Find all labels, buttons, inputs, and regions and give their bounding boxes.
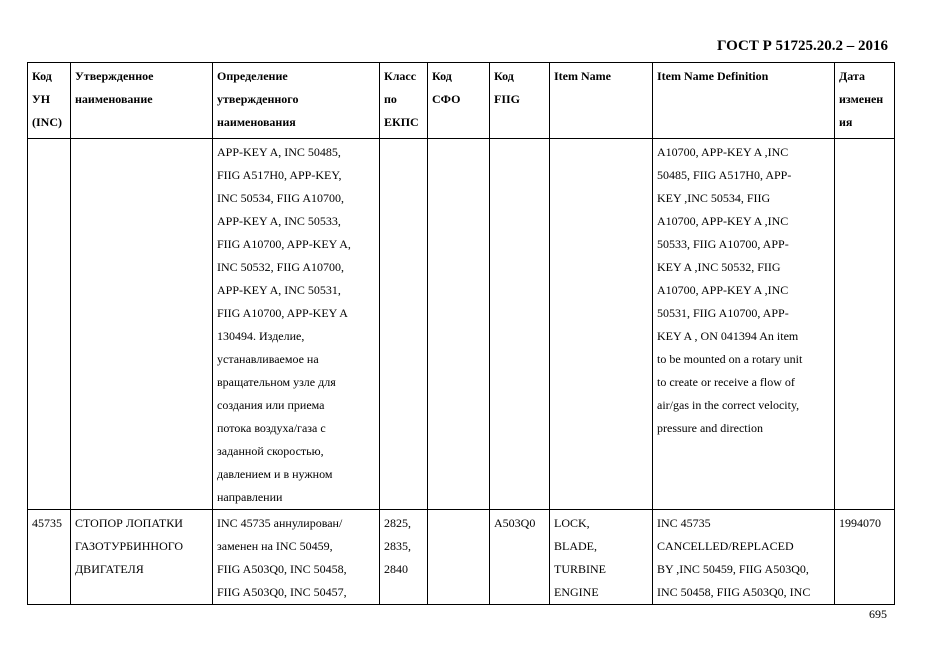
nomenclature-table (27, 62, 895, 605)
header-definition: Определение утвержденного наименования (213, 63, 380, 139)
cell-class: 2825, 2835, 2840 (380, 510, 428, 605)
cell-definition: APP-KEY A, INC 50485, FIIG A517H0, APP-KEY, INC 50534, FIIG A10700, APP-KEY A, INC 50533, FIIG A10700, APP-KEY A, INC 50532, FIIG A10700, APP-KEY A, INC 50531, FIIG A10700, APP-KEY A 130494. Изделие, устанавливаемое на вращательном узле для создания или приема потока воздуха/газа с заданной скоростью, давлением и в нужном направлении (213, 139, 380, 510)
cell-fiig: A503Q0 (490, 510, 550, 605)
cell-code (28, 139, 71, 510)
header-item-name-definition: Item Name Definition (653, 63, 835, 139)
cell-code: 45735 (28, 510, 71, 605)
table-header-row (28, 63, 895, 139)
header-item-name: Item Name (550, 63, 653, 139)
header-class: Класс по ЕКПС (380, 63, 428, 139)
header-code: Код УН (INC) (28, 63, 71, 139)
cell-item-name: LOCK, BLADE, TURBINE ENGINE (550, 510, 653, 605)
header-fiig: Код FIIG (490, 63, 550, 139)
table-row (28, 510, 895, 605)
cell-date: 1994070 (835, 510, 895, 605)
cell-fiig (490, 139, 550, 510)
cell-class (380, 139, 428, 510)
cell-item-name (550, 139, 653, 510)
header-approved-name: Утвержденное наименование (71, 63, 213, 139)
page-number: 695 (869, 607, 887, 621)
cell-date (835, 139, 895, 510)
document-header: ГОСТ Р 51725.20.2 – 2016 (716, 38, 888, 54)
cell-item-name-definition: A10700, APP-KEY A ,INC 50485, FIIG A517H0, APP- KEY ,INC 50534, FIIG A10700, APP-KEY A ,INC 50533, FIIG A10700, APP- KEY A ,INC 50532, FIIG A10700, APP-KEY A ,INC 50531, FIIG A10700, APP- KEY A , ON 041394 An item to be mounted on a rotary unit to create or receive a flow of air/gas in the correct velocity, pressure and direction (653, 139, 835, 510)
header-date: Дата изменен ия (835, 63, 895, 139)
header-sfo: Код СФО (428, 63, 490, 139)
cell-definition: INC 45735 аннулирован/ заменен на INC 50459, FIIG A503Q0, INC 50458, FIIG A503Q0, INC 50457, (213, 510, 380, 605)
cell-item-name-definition: INC 45735 CANCELLED/REPLACED BY ,INC 50459, FIIG A503Q0, INC 50458, FIIG A503Q0, INC (653, 510, 835, 605)
table-row (28, 139, 895, 510)
cell-sfo (428, 139, 490, 510)
cell-approved-name: СТОПОР ЛОПАТКИ ГАЗОТУРБИННОГО ДВИГАТЕЛЯ (71, 510, 213, 605)
cell-approved-name (71, 139, 213, 510)
cell-sfo (428, 510, 490, 605)
